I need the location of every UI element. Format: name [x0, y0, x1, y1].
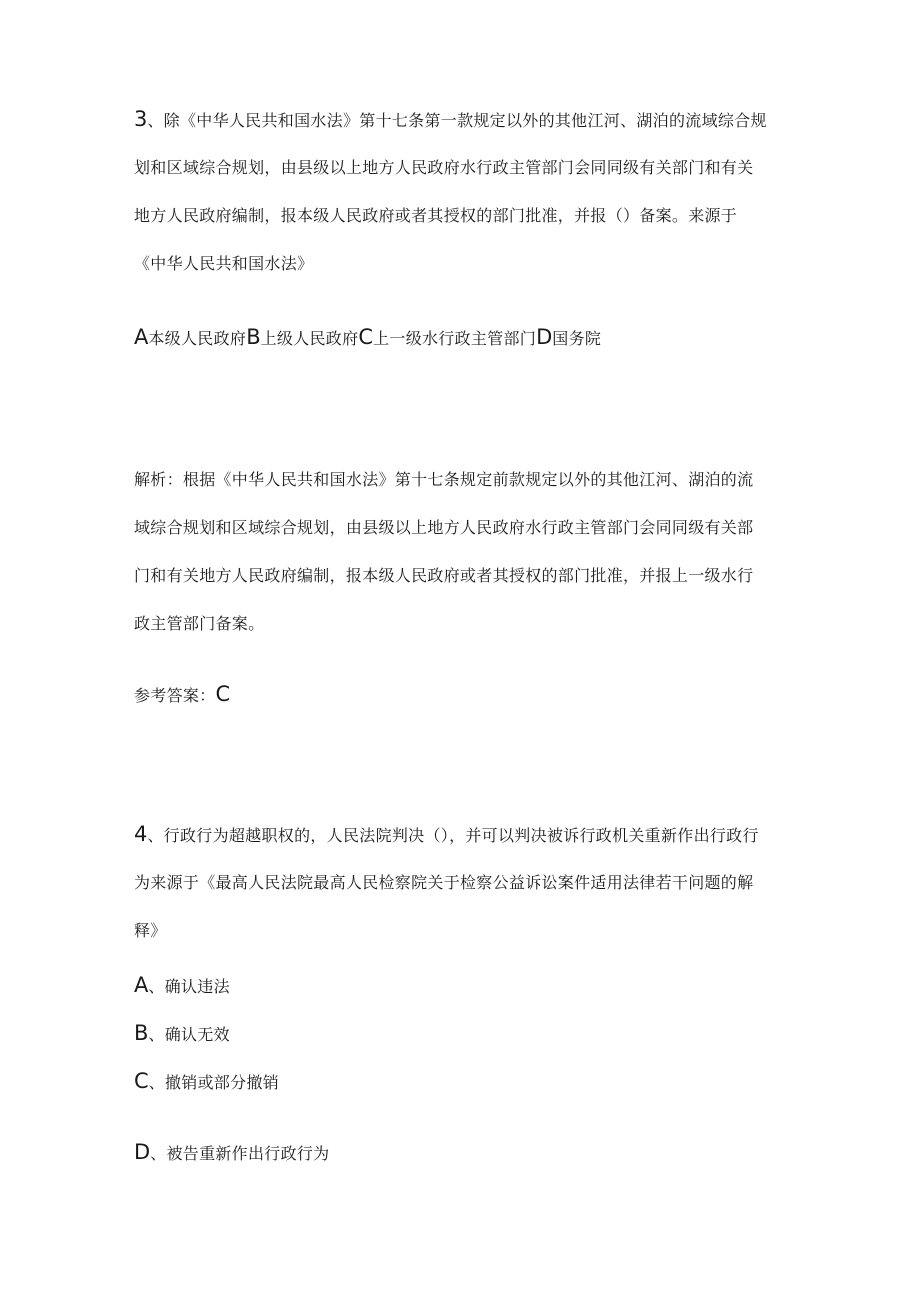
q4-option-a-text: 、确认违法 [148, 977, 230, 996]
q3-option-d-text: 国务院 [552, 329, 602, 348]
q4-option-b [134, 1022, 230, 1046]
q4-stem-text-1: 、行政行为超越职权的，人民法院判决（），并可以判决被诉行政机关重新作出行政行 [147, 826, 759, 845]
q3-stem-line-1 [134, 108, 767, 132]
q4-stem-line-1 [134, 823, 759, 847]
q4-option-a [134, 974, 230, 998]
q4-option-c-letter: C [134, 1069, 149, 1093]
q3-analysis-line-1: 解析：根据《中华人民共和国水法》第十七条规定前款规定以外的其他江河、湖泊的流 [134, 470, 754, 489]
q4-option-c [134, 1070, 279, 1094]
q4-option-d-letter: D [134, 1140, 151, 1164]
q3-option-b-letter: B [246, 325, 261, 349]
q3-option-d-letter: D [536, 325, 553, 349]
q3-option-a-letter: A [134, 325, 149, 349]
q3-stem-line-2: 划和区域综合规划，由县级以上地方人民政府水行政主管部门会同同级有关部门和有关 [134, 158, 754, 177]
q3-answer-value: C [215, 682, 231, 706]
q3-option-b-text: 上级人民政府 [260, 329, 359, 348]
q4-option-a-letter: A [134, 973, 149, 997]
q4-option-c-text: 、撤销或部分撤销 [148, 1073, 280, 1092]
q3-analysis-line-2: 域综合规划和区域综合规划，由县级以上地方人民政府水行政主管部门会同同级有关部 [134, 518, 754, 537]
q4-number: 4 [134, 822, 148, 846]
q3-stem-text-1: 、除《中华人民共和国水法》第十七条第一款规定以外的其他江河、湖泊的流域综合规 [147, 111, 767, 130]
q3-answer-label: 参考答案： [134, 686, 216, 705]
q3-option-c-text: 上一级水行政主管部门 [373, 329, 537, 348]
q3-analysis-line-4: 政主管部门备案。 [134, 614, 265, 633]
q4-option-b-letter: B [134, 1021, 149, 1045]
q4-stem-line-2: 为来源于《最高人民法院最高人民检察院关于检察公益诉讼案件适用法律若干问题的解 [134, 873, 754, 892]
q4-option-d [134, 1141, 329, 1165]
q3-stem-line-4: 《中华人民共和国水法》 [134, 254, 314, 273]
q3-answer [134, 683, 230, 707]
q3-options [134, 326, 601, 350]
q3-option-a-text: 本级人民政府 [148, 329, 247, 348]
q4-option-d-text: 、被告重新作出行政行为 [150, 1144, 330, 1163]
q3-analysis-line-3: 门和有关地方人民政府编制，报本级人民政府或者其授权的部门批准，并报上一级水行 [134, 566, 754, 585]
q4-option-b-text: 、确认无效 [148, 1025, 230, 1044]
q4-stem-line-3: 释》 [134, 921, 167, 940]
q3-number: 3 [134, 107, 148, 131]
q3-stem-line-3: 地方人民政府编制，报本级人民政府或者其授权的部门批准，并报（）备案。来源于 [134, 206, 738, 225]
q3-option-c-letter: C [358, 325, 374, 349]
